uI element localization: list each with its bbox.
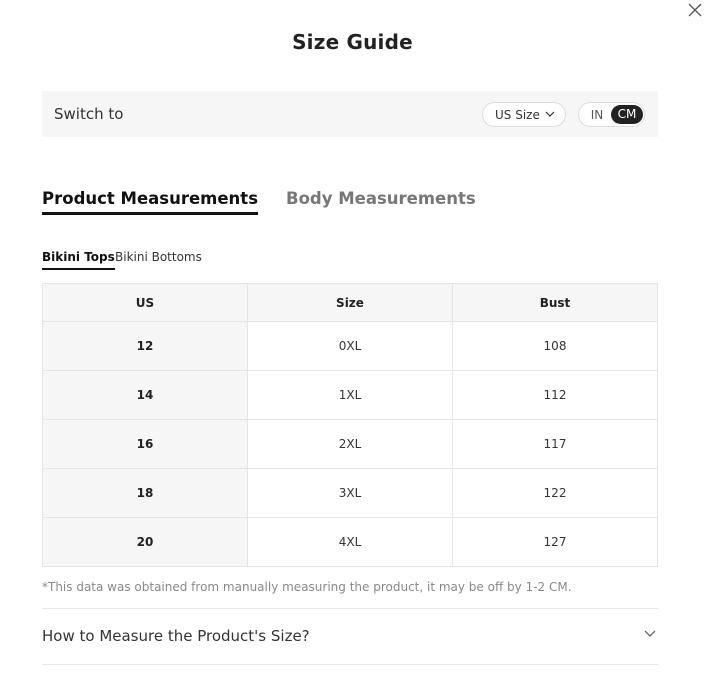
- table-cell-size: 4XL: [248, 518, 453, 567]
- table-row: [43, 420, 658, 469]
- switch-label: Switch to: [54, 105, 124, 123]
- chevron-down-icon: [644, 630, 656, 637]
- table-row: [43, 322, 658, 371]
- table-cell-bust: 127: [453, 518, 658, 567]
- modal-title: Size Guide: [292, 30, 413, 54]
- table-cell-size: 2XL: [248, 420, 453, 469]
- table-cell-size: 3XL: [248, 469, 453, 518]
- close-button[interactable]: [688, 3, 705, 21]
- close-icon: [688, 3, 702, 17]
- column-header-size: Size: [248, 284, 453, 322]
- unit-cm-option[interactable]: CM: [611, 105, 643, 124]
- size-select-value: US Size: [495, 107, 540, 122]
- unit-switch-bar: [42, 91, 658, 137]
- table-cell-us: 14: [43, 371, 248, 420]
- table-cell-us: 16: [43, 420, 248, 469]
- tab-body-measurements[interactable]: Body Measurements: [286, 189, 476, 208]
- table-row: [43, 371, 658, 420]
- table-cell-bust: 117: [453, 420, 658, 469]
- table-cell-bust: 112: [453, 371, 658, 420]
- table-row: [43, 518, 658, 567]
- measurement-note: *This data was obtained from manually measuring the product, it may be off by 1-2 CM.: [42, 580, 572, 594]
- divider: [42, 664, 658, 665]
- table-cell-us: 12: [43, 322, 248, 371]
- table-row: [43, 469, 658, 518]
- table-cell-us: 18: [43, 469, 248, 518]
- size-system-select[interactable]: [482, 102, 566, 127]
- size-table: [42, 283, 658, 567]
- how-to-measure-accordion[interactable]: [42, 609, 658, 664]
- column-header-bust: Bust: [453, 284, 658, 322]
- subtab-bikini-bottoms[interactable]: Bikini Bottoms: [115, 250, 202, 264]
- tab-product-measurements[interactable]: Product Measurements: [42, 189, 259, 208]
- unit-in-option[interactable]: IN: [590, 108, 604, 122]
- table-cell-bust: 108: [453, 322, 658, 371]
- table-cell-size: 0XL: [248, 322, 453, 371]
- subtab-bikini-tops[interactable]: Bikini Tops: [42, 250, 115, 264]
- chevron-down-icon: [545, 111, 555, 117]
- unit-toggle: [578, 102, 645, 127]
- table-cell-us: 20: [43, 518, 248, 567]
- table-cell-size: 1XL: [248, 371, 453, 420]
- accordion-label: How to Measure the Product's Size?: [42, 627, 310, 645]
- table-header-row: [43, 284, 658, 322]
- column-header-us: US: [43, 284, 248, 322]
- table-cell-bust: 122: [453, 469, 658, 518]
